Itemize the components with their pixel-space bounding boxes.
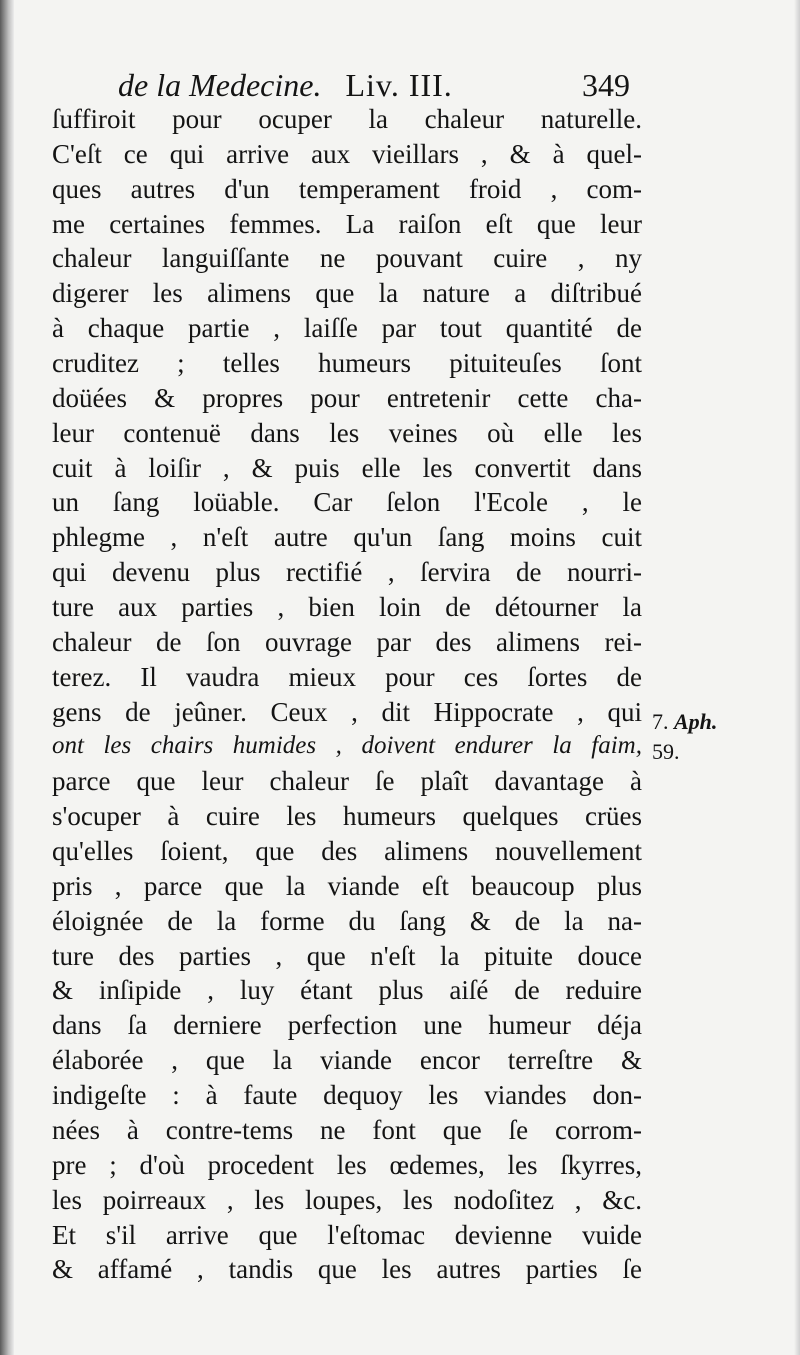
- body-text: [52, 102, 642, 1287]
- margin-note-abbr: Aph.: [674, 709, 718, 734]
- text-line: cruditez ; telles humeurs pituiteuſes ſont: [52, 348, 642, 379]
- text-line: ques autres d'un temperament froid , com-: [52, 173, 642, 204]
- text-line: terez. Il vaudra mieux pour ces ſortes de: [52, 661, 642, 692]
- text-line: parce que leur chaleur ſe plaît davantage à: [52, 766, 642, 797]
- book-spine-shadow: [0, 0, 14, 1355]
- text-line: doüées & propres pour entretenir cette cha-: [52, 382, 642, 413]
- text-line: ture aux parties , bien loin de détourner la: [52, 592, 642, 623]
- text-line: indigeſte : à faute dequoy les viandes don-: [52, 1080, 642, 1111]
- text-line: élaborée , que la viande encor terreſtre &: [52, 1045, 642, 1076]
- text-line: cuit à loiſir , & puis elle les convertit dans: [52, 452, 642, 483]
- text-line: phlegme , n'eſt autre qu'un ſang moins cuit: [52, 522, 642, 553]
- margin-note-aphorism-number: 59.: [652, 739, 680, 764]
- text-line: digerer les alimens que la nature a diſtribué: [52, 278, 642, 309]
- text-line: me certaines femmes. La raiſon eſt que leur: [52, 208, 642, 239]
- text-line: & inſipide , luy étant plus aiſé de reduire: [52, 975, 642, 1006]
- margin-note-number: 7.: [652, 709, 669, 734]
- text-line: chaleur languiſſante ne pouvant cuire , ny: [52, 243, 642, 274]
- running-title: de la Medecine.: [118, 67, 322, 103]
- text-line: dans ſa derniere perfection une humeur déja: [52, 1010, 642, 1041]
- text-line: pre ; d'où procedent les œdemes, les ſkyrres,: [52, 1149, 642, 1180]
- page-edge-shadow: [794, 0, 800, 1355]
- text-line: ture des parties , que n'eſt la pituite douce: [52, 940, 642, 971]
- text-line: un ſang loüable. Car ſelon l'Ecole , le: [52, 487, 642, 518]
- text-line: les poirreaux , les loupes, les nodoſitez , &c.: [52, 1184, 642, 1215]
- text-line: nées à contre-tems ne font que ſe corrom-: [52, 1114, 642, 1145]
- text-line: C'eſt ce qui arrive aux vieillars , & à quel-: [52, 138, 642, 169]
- text-line: ſuffiroit pour ocuper la chaleur naturelle.: [52, 104, 642, 134]
- page-number: 349: [582, 67, 630, 103]
- text-line: & affamé , tandis que les autres parties ſe: [52, 1254, 642, 1285]
- text-line: pris , parce que la viande eſt beaucoup plus: [52, 870, 642, 901]
- text-line: ont les chairs humides , doivent endurer la faim,: [52, 732, 642, 760]
- text-line: leur contenuë dans les veines où elle les: [52, 417, 642, 448]
- text-line: chaleur de ſon ouvrage par des alimens rei-: [52, 626, 642, 657]
- text-line: éloignée de la forme du ſang & de la na-: [52, 905, 642, 936]
- text-line: Et s'il arrive que l'eſtomac devienne vuide: [52, 1219, 642, 1250]
- text-line: qu'elles ſoient, que des alimens nouvellement: [52, 836, 642, 867]
- text-line: s'ocuper à cuire les humeurs quelques crües: [52, 801, 642, 832]
- text-line: à chaque partie , laiſſe par tout quantité de: [52, 313, 642, 344]
- text-line: gens de jeûner. Ceux , dit Hippocrate , qui: [52, 696, 642, 727]
- text-line: qui devenu plus rectifié , ſervira de nourri-: [52, 557, 642, 588]
- margin-note-aphorism: [652, 707, 717, 737]
- book-number: Liv. III.: [345, 67, 453, 103]
